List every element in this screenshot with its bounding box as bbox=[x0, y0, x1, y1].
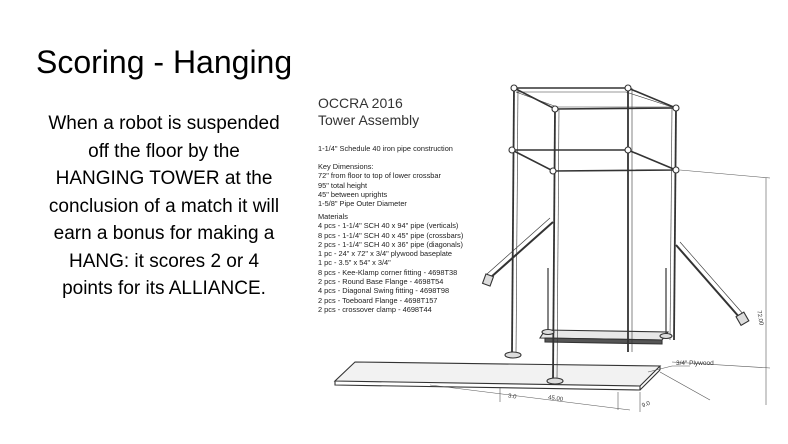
key-dimensions bbox=[318, 162, 441, 208]
key-dimensions-heading: Key Dimensions: bbox=[318, 162, 374, 171]
construction-note bbox=[318, 144, 453, 153]
top-frame bbox=[514, 88, 676, 109]
body-line: earn a bonus for making a bbox=[53, 223, 275, 244]
height-dimension: 72.00 bbox=[755, 310, 764, 326]
key-dimension-item: 1-5/8" Pipe Outer Diameter bbox=[318, 199, 407, 209]
slide-title: Scoring - Hanging bbox=[36, 44, 293, 80]
material-item: 4 pcs - 1-1/4" SCH 40 x 94" pipe (verticals) bbox=[318, 221, 459, 231]
left-offset-dimension: 3.0 bbox=[507, 393, 517, 401]
body-line: points for its ALLIANCE. bbox=[62, 278, 266, 299]
drawing-title-line2: Tower Assembly bbox=[318, 112, 420, 128]
material-item: 2 pcs - crossover clamp - 4698T44 bbox=[318, 304, 432, 314]
material-item: 2 pcs - 1-1/4" SCH 40 x 36" pipe (diagonals) bbox=[318, 239, 463, 249]
body-line: conclusion of a match it will bbox=[48, 195, 280, 217]
baseplate bbox=[335, 362, 660, 386]
materials-heading: Materials bbox=[318, 212, 348, 221]
body-line: When a robot is suspended bbox=[48, 113, 280, 134]
materials-list bbox=[318, 212, 463, 314]
body-line: off the floor by the bbox=[88, 140, 240, 162]
plywood-label: 3/4" Plywood bbox=[676, 360, 714, 367]
key-dimension-item: 45" between uprights bbox=[318, 189, 388, 199]
material-item: 2 pcs - Toeboard Flange - 4698T157 bbox=[318, 295, 438, 305]
material-item: 2 pcs - Round Base Flange - 4698T54 bbox=[318, 277, 444, 287]
material-item: 1 pc - 3.5" x 54" x 3/4" bbox=[318, 258, 391, 268]
key-dimension-item: 72" from floor to top of lower crossbar bbox=[318, 171, 441, 181]
drawing-title-line1: OCCRA 2016 bbox=[318, 95, 403, 111]
body-line: HANGING TOWER at the bbox=[55, 168, 273, 189]
material-item: 4 pcs - Diagonal Swing fitting - 4698T98 bbox=[318, 286, 450, 296]
width-dimension: 45.00 bbox=[547, 394, 564, 404]
material-item: 8 pcs - Kee-Klamp corner fitting - 4698T38 bbox=[318, 267, 458, 277]
right-offset-dimension: 9.0 bbox=[641, 400, 652, 410]
crossbar-frame bbox=[512, 150, 676, 171]
body-line: HANG: it scores 2 or 4 bbox=[68, 250, 260, 272]
slide-body bbox=[30, 110, 298, 303]
key-dimension-item: 95" total height bbox=[318, 180, 368, 190]
material-item: 8 pcs - 1-1/4" SCH 40 x 45" pipe (crossbars) bbox=[318, 230, 464, 240]
material-item: 1 pc - 24" x 72" x 3/4" plywood baseplate bbox=[318, 249, 453, 259]
drawing-title bbox=[318, 95, 419, 129]
construction-text: 1-1/4" Schedule 40 iron pipe construction bbox=[318, 144, 453, 153]
